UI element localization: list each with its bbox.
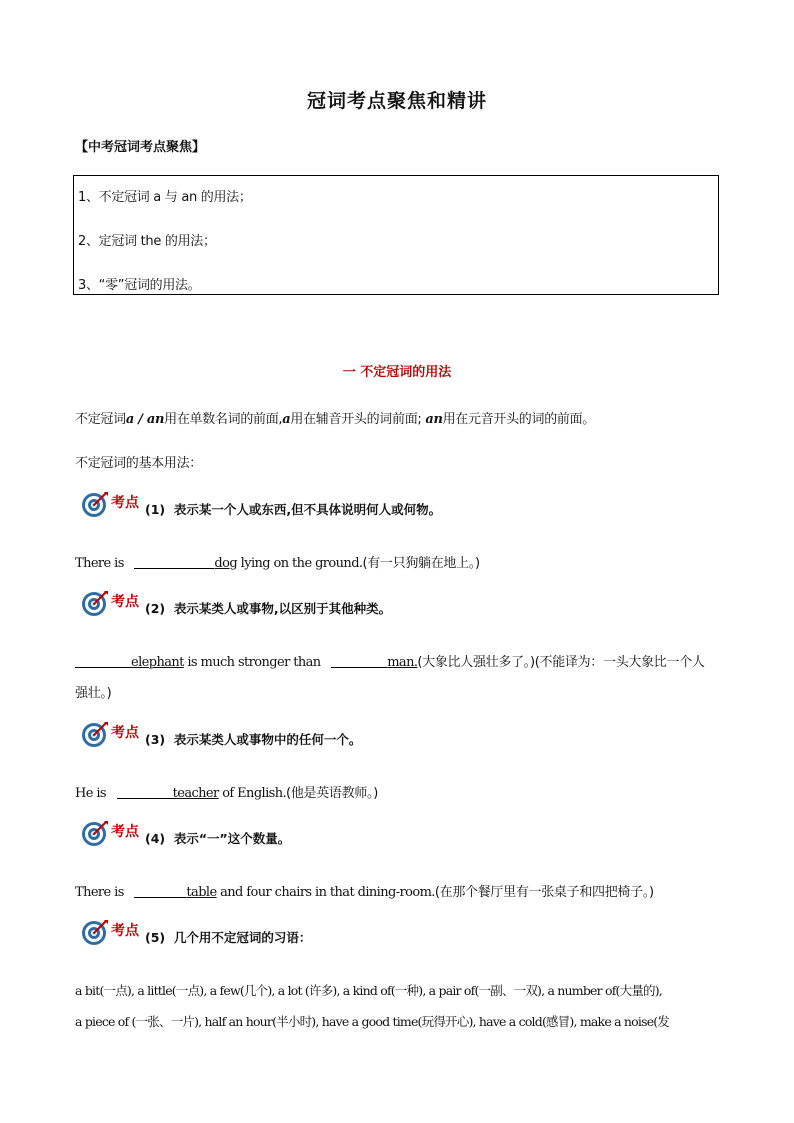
summary-box — [73, 175, 719, 295]
target-icon — [80, 918, 110, 948]
summary-item: 1、不定冠词 a 与 an 的用法； — [78, 190, 252, 205]
example-text: is much stronger than — [187, 655, 321, 670]
answer-blank — [134, 883, 186, 898]
intro-paragraph — [75, 408, 595, 427]
example-translation: 强壮。) — [75, 686, 112, 701]
intro-keyword: a / an — [125, 412, 165, 427]
example-word: man. — [387, 655, 418, 670]
part-heading: 一 不定冠词的用法 — [342, 365, 452, 380]
summary-item: 2、定冠词 the 的用法； — [78, 234, 216, 249]
point-description: 表示某一个人或东西,但不具体说明何人或何物。 — [173, 502, 442, 517]
target-icon — [80, 720, 110, 750]
kaodian-label: 考点 — [111, 824, 139, 840]
page-title: 冠词考点聚焦和精讲 — [306, 90, 487, 112]
point-description: 表示某类人或事物中的任何一个。 — [173, 732, 362, 747]
point-description: 表示某类人或事物,以区别于其他种类。 — [173, 601, 392, 616]
target-icon — [80, 819, 110, 849]
point-text — [145, 730, 361, 748]
kaodian-label: 考点 — [111, 495, 139, 511]
example-sentence-continued — [75, 682, 111, 701]
answer-blank — [75, 653, 131, 668]
answer-blank — [331, 653, 387, 668]
summary-item: 3、“零”冠词的用法。 — [78, 278, 201, 293]
idioms-line: a bit(一点), a little(一点), a few(几个), a lot (许多), a kind of(一种), a pair of(一副、一双), a number of(大量的), — [75, 983, 662, 998]
kaodian-label: 考点 — [111, 594, 139, 610]
intro-text: 用在元音开头的词的前面。 — [442, 412, 596, 427]
intro-text: 用在辅音开头的词前面; — [290, 412, 422, 427]
example-text: There is — [75, 556, 124, 571]
example-sentence — [75, 552, 480, 571]
intro-keyword: an — [425, 412, 443, 427]
point-number: (4) — [145, 831, 166, 846]
intro-text: 用在单数名词的前面, — [164, 412, 283, 427]
intro-keyword: a — [282, 412, 291, 427]
section-heading: 【中考冠词考点聚焦】 — [75, 140, 206, 155]
kaodian-label: 考点 — [111, 725, 139, 741]
example-word: teacher — [172, 786, 219, 801]
example-translation: (有一只狗躺在地上。) — [362, 556, 480, 571]
intro-subheading: 不定冠词的基本用法： — [75, 456, 203, 471]
example-word: table — [186, 885, 217, 900]
point-description: 表示“一”这个数量。 — [173, 831, 291, 846]
example-translation: (他是英语教师。) — [286, 786, 378, 801]
point-text — [145, 928, 311, 946]
point-number: (1) — [145, 502, 166, 517]
point-text — [145, 500, 441, 518]
example-sentence — [75, 651, 705, 670]
answer-blank — [117, 784, 173, 799]
example-text: He is — [75, 786, 106, 801]
example-word: dog — [214, 556, 238, 571]
example-sentence — [75, 881, 654, 900]
target-icon — [80, 490, 110, 520]
example-text: lying on the ground. — [240, 556, 363, 571]
example-sentence — [75, 782, 378, 801]
kaodian-point — [80, 589, 391, 619]
idioms-line: a piece of (一张、一片), half an hour(半小时), have a good time(玩得开心), have a cold(感冒), make a noise(发 — [75, 1014, 670, 1029]
kaodian-label: 考点 — [111, 923, 139, 939]
target-icon — [80, 589, 110, 619]
point-number: (3) — [145, 732, 166, 747]
intro-text: 不定冠词 — [75, 412, 126, 427]
point-number: (2) — [145, 601, 166, 616]
point-description: 几个用不定冠词的习语： — [173, 930, 312, 945]
kaodian-point — [80, 720, 361, 750]
example-translation: (大象比人强壮多了。)(不能译为：一头大象比一个人 — [417, 655, 705, 670]
kaodian-point — [80, 490, 441, 520]
example-text: and four chairs in that dining-room. — [220, 885, 435, 900]
example-translation: (在那个餐厅里有一张桌子和四把椅子。) — [434, 885, 654, 900]
kaodian-point — [80, 918, 311, 948]
example-word: elephant — [131, 655, 184, 670]
point-text — [145, 829, 290, 847]
kaodian-point — [80, 819, 290, 849]
point-text — [145, 599, 391, 617]
example-text: There is — [75, 885, 124, 900]
point-number: (5) — [145, 930, 166, 945]
answer-blank — [134, 554, 214, 569]
example-text: of English. — [222, 786, 287, 801]
